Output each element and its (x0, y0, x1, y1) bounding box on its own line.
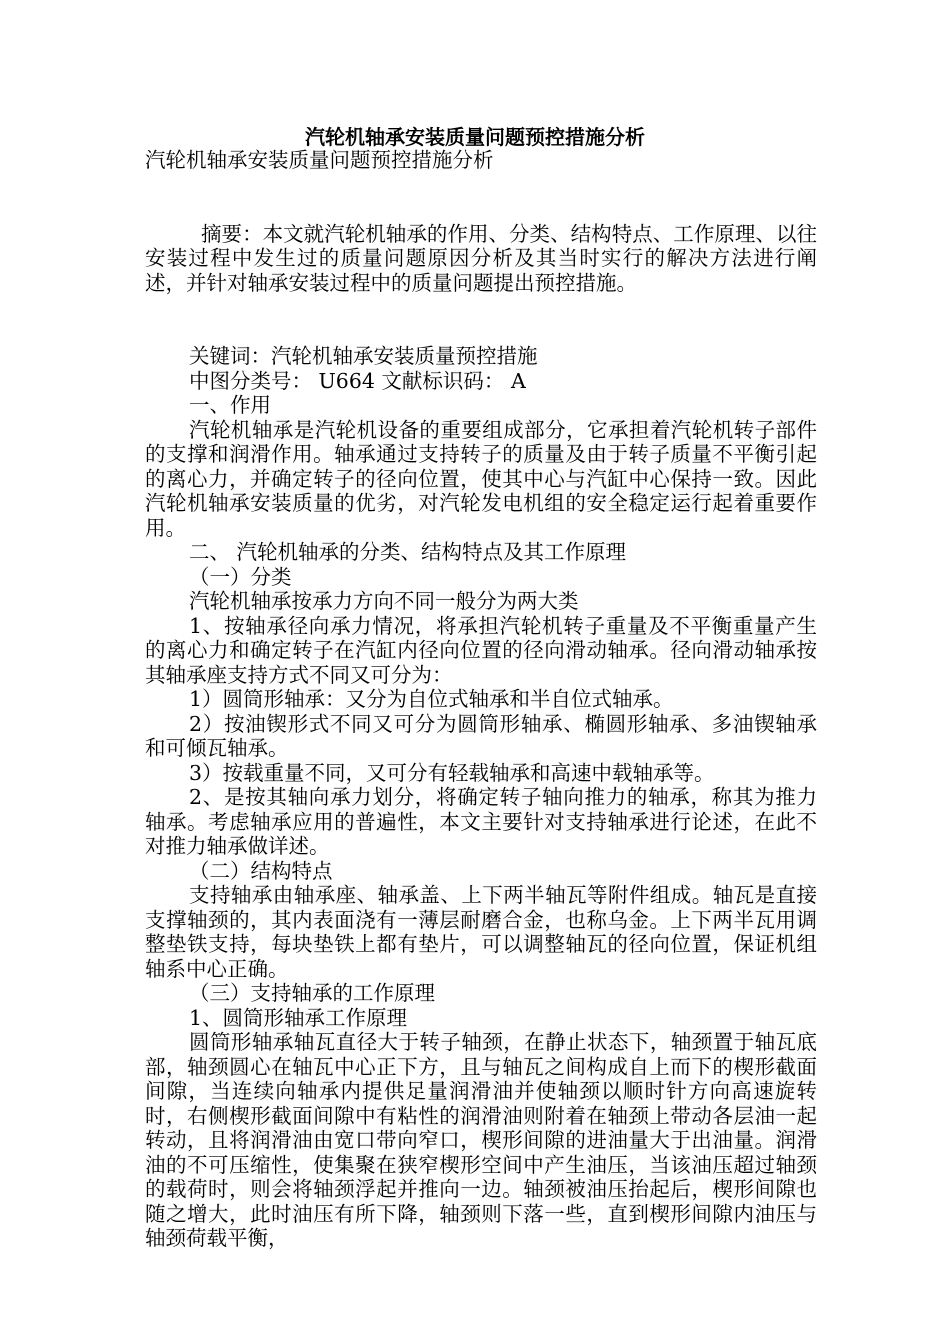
structure-paragraph: 支持轴承由轴承座、轴承盖、上下两半轴瓦等附件组成。轴瓦是直接支撑轴颈的，其内表面浇有一薄层耐磨合金，也称乌金。上下两半瓦用调整垫铁支持，每块垫铁上都有垫片，可以调整轴瓦的径向位置，保证机组轴系中心正确。 (145, 883, 817, 981)
document-subtitle: 汽轮机轴承安装质量问题预控措施分析 (145, 148, 494, 172)
classification-item-1-3: 3）按载重量不同，又可分有轻载轴承和高速中载轴承等。 (189, 760, 715, 785)
subsection-heading-classification: （一）分类 (189, 564, 292, 589)
principle-subheading: 1、圆筒形轴承工作原理 (189, 1005, 408, 1030)
subsection-heading-principle: （三）支持轴承的工作原理 (189, 981, 435, 1005)
classification-item-1: 1、按轴承径向承力情况，将承担汽轮机转子重量及不平衡重量产生的离心力和确定转子在汽缸内径向位置的径向滑动轴承。径向滑动轴承按其轴承座支持方式不同又可分为： (145, 613, 817, 687)
keywords-line: 关键词：汽轮机轴承安装质量预控措施 (189, 344, 538, 368)
section-heading-1: 一、作用 (189, 393, 271, 417)
principle-paragraph: 圆筒形轴承轴瓦直径大于转子轴颈，在静止状态下，轴颈置于轴瓦底部，轴颈圆心在轴瓦中心正下方，且与轴瓦之间构成自上而下的楔形截面间隙，当连续向轴承内提供足量润滑油并使轴颈以顺时针方向高速旋转时，右侧楔形截面间隙中有粘性的润滑油则附着在轴颈上带动各层油一起转动，且将润滑油由宽口带向窄口，楔形间隙的进油量大于出油量。润滑油的不可压缩性，使集聚在狭窄楔形空间中产生油压，当该油压超过轴颈的载荷时，则会将轴颈浮起并推向一边。轴颈被油压抬起后，楔形间隙也随之增大，此时油压有所下降，轴颈则下落一些，直到楔形间隙内油压与轴颈荷载平衡， (145, 1030, 817, 1250)
classification-line: 中图分类号： U664 文献标识码： A (189, 368, 526, 393)
spacer (145, 295, 817, 344)
document-title: 汽轮机轴承安装质量问题预控措施分析 (305, 125, 645, 149)
document-body (145, 148, 817, 1251)
classification-intro: 汽轮机轴承按承力方向不同一般分为两大类 (189, 589, 579, 613)
subsection-heading-structure: （二）结构特点 (189, 858, 333, 883)
spacer (145, 173, 817, 222)
section-paragraph-1: 汽轮机轴承是汽轮机设备的重要组成部分，它承担着汽轮机转子部件的支撑和润滑作用。轴承通过支持转子的质量及由于转子质量不平衡引起的离心力，并确定转子的径向位置，使其中心与汽缸中心保持一致。因此汽轮机轴承安装质量的优劣，对汽轮发电机组的安全稳定运行起着重要作用。 (145, 417, 817, 540)
classification-item-2: 2、是按其轴向承力划分，将确定转子轴向推力的轴承，称其为推力轴承。考虑轴承应用的普遍性，本文主要针对支持轴承进行论述，在此不对推力轴承做详述。 (145, 785, 817, 858)
section-heading-2: 二、 汽轮机轴承的分类、结构特点及其工作原理 (189, 540, 627, 564)
abstract-paragraph: 摘要：本文就汽轮机轴承的作用、分类、结构特点、工作原理、以往安装过程中发生过的质量问题原因分析及其当时实行的解决方法进行阐述，并针对轴承安装过程中的质量问题提出预控措施。 (145, 221, 817, 295)
classification-item-1-2: 2）按油锲形式不同又可分为圆筒形轴承、椭圆形轴承、多油锲轴承和可倾瓦轴承。 (145, 711, 817, 760)
classification-item-1-1: 1）圆筒形轴承：又分为自位式轴承和半自位式轴承。 (189, 687, 674, 711)
